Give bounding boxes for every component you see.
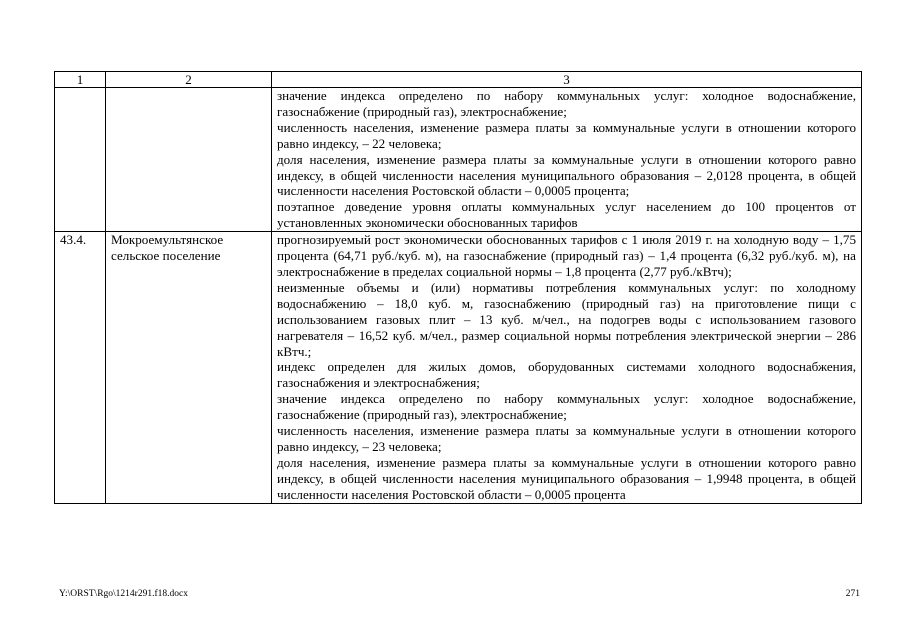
table-row	[55, 88, 862, 232]
row-number	[55, 88, 106, 232]
paragraph: численность населения, изменение размера платы за коммунальные услуги в отношении которого равно индексу, – 22 человека;	[277, 119, 856, 151]
settlement-name: Мокроемультянское сельское поселение	[106, 232, 272, 503]
paragraph: доля населения, изменение размера платы за коммунальные услуги в отношении которого равно индексу, в общей численности населения муниципального образования – 2,0128 процента, в общей численности населения Ростовской области – 0,0005 процента;	[277, 151, 856, 199]
tariff-table	[54, 71, 862, 504]
paragraph: доля населения, изменение размера платы за коммунальные услуги в отношении которого равно индексу, в общей численности населения муниципального образования – 1,9948 процента, в общей численности населения Ростовской области – 0,0005 процента	[277, 454, 856, 502]
header-col-2: 2	[106, 72, 272, 88]
footer-page-number: 271	[845, 589, 860, 599]
footer-file-path: Y:\ORST\Rgo\1214r291.f18.docx	[59, 589, 188, 599]
paragraph: значение индекса определено по набору коммунальных услуг: холодное водоснабжение, газоснабжение (природный газ), электроснабжение;	[277, 88, 856, 119]
paragraph: прогнозируемый рост экономически обоснованных тарифов с 1 июля 2019 г. на холодную воду – 1,75 процента (64,71 руб./куб. м), на газоснабжение (природный газ) – 1,4 процента (6,32 руб./куб. м), на электроснабжение в пределах социальной нормы – 1,8 процента (2,77 руб./кВтч);	[277, 232, 856, 279]
paragraph: значение индекса определено по набору коммунальных услуг: холодное водоснабжение, газоснабжение (природный газ), электроснабжение;	[277, 391, 856, 423]
table-header-row	[55, 72, 862, 88]
table-row	[55, 232, 862, 503]
paragraph: численность населения, изменение размера платы за коммунальные услуги в отношении которого равно индексу, – 23 человека;	[277, 423, 856, 454]
settlement-name	[106, 88, 272, 232]
header-col-3: 3	[272, 72, 862, 88]
row-description	[272, 232, 862, 503]
row-number: 43.4.	[55, 232, 106, 503]
row-description	[272, 88, 862, 232]
header-col-1: 1	[55, 72, 106, 88]
paragraph: поэтапное доведение уровня оплаты коммунальных услуг населением до 100 процентов от установленных экономически обоснованных тарифов	[277, 199, 856, 231]
paragraph: неизменные объемы и (или) нормативы потребления коммунальных услуг: по холодному водоснабжению – 18,0 куб. м, газоснабжению (природный газ) на приготовление пищи с использованием газовых плит – 13 куб. м/чел., на подогрев воды с использованием газового нагревателя – 16,52 куб. м/чел., размер социальной нормы потребления электрической энергии – 286 кВтч.;	[277, 279, 856, 359]
paragraph: индекс определен для жилых домов, оборудованных системами холодного водоснабжения, газоснабжения и электроснабжения;	[277, 359, 856, 391]
